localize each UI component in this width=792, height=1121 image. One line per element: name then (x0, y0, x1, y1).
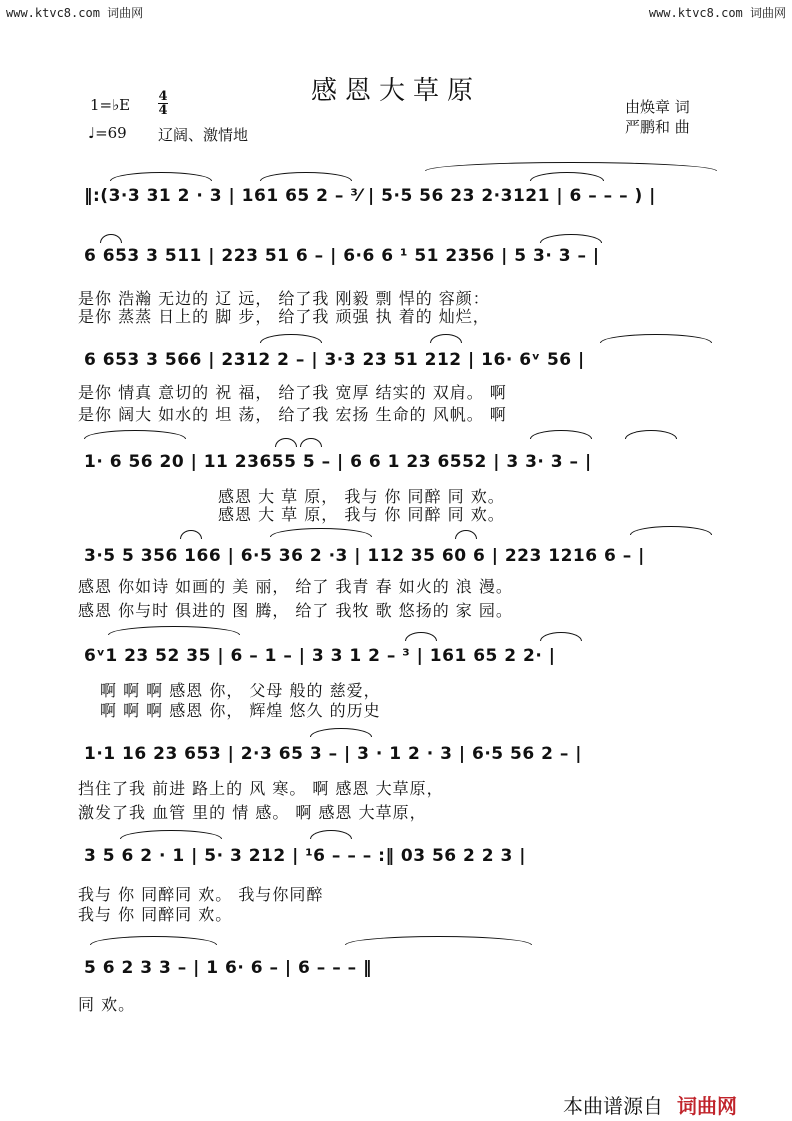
time-signature-top: 4 (158, 89, 168, 104)
stave-2-notes: 6 653 3 511 | 223 51 6 – | 6·6 6 ¹ 51 2356 | 5 3· 3 – | (84, 246, 600, 266)
stave-6-lyric-verse-2: 啊 啊 啊 感恩 你， 辉煌 悠久 的历史 (100, 701, 381, 720)
stave-2-lyric-verse-2: 是你 蒸蒸 日上的 脚 步， 给了我 顽强 执 着的 灿烂， (78, 307, 490, 326)
stave-8-notes: 3 5 6 2 · 1 | 5· 3 212 | ¹6 – – – :‖ 03 56 2 2 3 | (84, 846, 526, 866)
site-watermark-right: www.ktvc8.com 词曲网 (648, 6, 786, 20)
stave-4-notes: 1· 6 56 20 | 11 23655 5 – | 6 6 1 23 6552 | 3 3· 3 – | (84, 452, 592, 472)
stave-6-notes: 6ᵛ1 23 52 35 | 6 – 1 – | 3 3 1 2 – ³ | 161 65 2 2· | (84, 646, 556, 666)
stave-7-lyric-verse-2: 激发了我 血管 里的 情 感。 啊 感恩 大草原， (78, 803, 427, 822)
time-signature (158, 90, 168, 117)
stave-9-lyric-verse-1: 同 欢。 (78, 995, 136, 1014)
stave-5-notes: 3·5 5 356 166 | 6·5 36 2 ·3 | 112 35 60 6 | 223 1216 6 – | (84, 546, 645, 566)
stave-4-lyric-verse-2: 感恩 大 草 原， 我与 你 同醉 同 欢。 (218, 505, 505, 524)
stave-8-lyric-verse-1: 我与 你 同醉同 欢。 我与你同醉 (78, 885, 324, 904)
stave-2-lyric-verse-1: 是你 浩瀚 无边的 辽 远， 给了我 刚毅 剽 悍的 容颜： (78, 289, 490, 308)
stave-5-lyric-verse-1: 感恩 你如诗 如画的 美 丽， 给了 我青 春 如火的 浪 漫。 (78, 577, 513, 596)
expression-marking: 辽阔、激情地 (158, 126, 249, 144)
lyricist-credit: 由焕章 词 (625, 98, 690, 116)
stave-3-notes: 6 653 3 566 | 2312 2 – | 3·3 23 51 212 | 16· 6ᵛ 56 | (84, 350, 585, 370)
source-label: 本曲谱源自 (563, 1094, 663, 1118)
time-signature-bottom: 4 (158, 103, 168, 118)
stave-8-lyric-verse-2: 我与 你 同醉同 欢。 (78, 905, 233, 924)
stave-7-notes: 1·1 16 23 653 | 2·3 65 3 – | 3 · 1 2 · 3 | 6·5 56 2 – | (84, 744, 582, 764)
stave-6-lyric-verse-1: 啊 啊 啊 感恩 你， 父母 般的 慈爱， (100, 681, 381, 700)
site-watermark-left: www.ktvc8.com 词曲网 (6, 6, 144, 20)
stave-4-lyric-verse-1: 感恩 大 草 原， 我与 你 同醉 同 欢。 (218, 487, 505, 506)
source-attribution (563, 1090, 737, 1119)
song-title: 感恩大草原 (310, 76, 481, 106)
stave-1-notes: ‖:(3·3 31 2 · 3 | 161 65 2 – ³⁄ | 5·5 56 23 2·3121 | 6 – – – ) | (84, 186, 656, 206)
tempo-marking: ♩=69 (88, 124, 127, 142)
stave-3-lyric-verse-2: 是你 阔大 如水的 坦 荡， 给了我 宏扬 生命的 风帆。 啊 (78, 405, 507, 424)
stave-3-lyric-verse-1: 是你 情真 意切的 祝 福， 给了我 宽厚 结实的 双肩。 啊 (78, 383, 507, 402)
stave-9-notes: 5 6 2 3 3 – | 1 6· 6 – | 6 – – – ‖ (84, 958, 373, 978)
stave-7-lyric-verse-1: 挡住了我 前进 路上的 风 寒。 啊 感恩 大草原， (78, 779, 444, 798)
composer-credit: 严鹏和 曲 (625, 118, 690, 136)
key-signature: 1=♭E (90, 96, 131, 114)
source-brand[interactable]: 词曲网 (677, 1094, 737, 1118)
stave-5-lyric-verse-2: 感恩 你与时 俱进的 图 腾， 给了 我牧 歌 悠扬的 家 园。 (78, 601, 513, 620)
